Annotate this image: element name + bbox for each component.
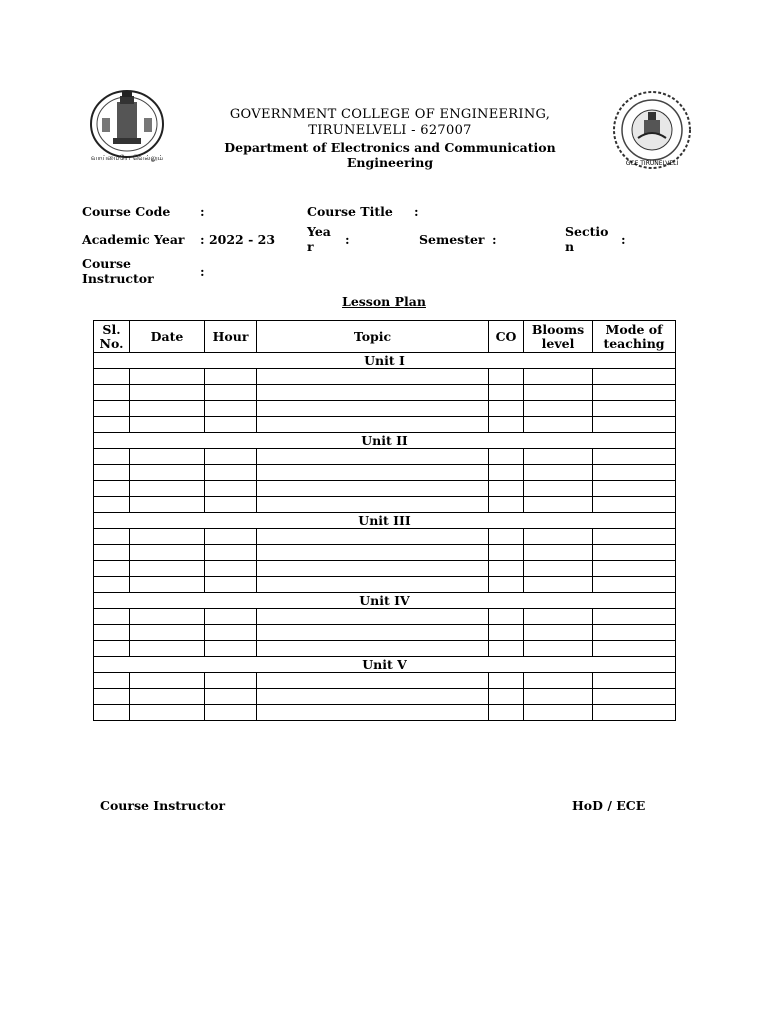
table-cell[interactable] [257, 609, 489, 625]
table-cell[interactable] [524, 641, 593, 657]
section-label [565, 224, 608, 254]
table-cell[interactable] [593, 481, 676, 497]
table-cell[interactable] [94, 689, 130, 705]
table-cell[interactable] [130, 577, 205, 593]
table-cell[interactable] [94, 465, 130, 481]
unit-label: Unit IV [94, 593, 676, 609]
table-cell[interactable] [257, 385, 489, 401]
table-cell[interactable] [130, 625, 205, 641]
table-cell[interactable] [205, 561, 257, 577]
semester-colon: : [492, 232, 497, 247]
table-cell[interactable] [205, 497, 257, 513]
table-cell[interactable] [593, 465, 676, 481]
table-cell[interactable] [257, 545, 489, 561]
table-cell[interactable] [257, 705, 489, 721]
unit-header-row [94, 657, 676, 673]
table-cell[interactable] [130, 401, 205, 417]
unit-label: Unit I [94, 353, 676, 369]
department-name: Department of Electronics and Communication Engineering [224, 140, 556, 170]
table-cell[interactable] [489, 481, 524, 497]
table-cell[interactable] [94, 401, 130, 417]
col-header-sl-no: Sl. No. [94, 321, 130, 353]
table-row [94, 417, 676, 433]
table-cell[interactable] [130, 385, 205, 401]
table-cell[interactable] [593, 561, 676, 577]
table-cell[interactable] [130, 641, 205, 657]
table-cell[interactable] [257, 401, 489, 417]
table-cell[interactable] [257, 529, 489, 545]
college-name: GOVERNMENT COLLEGE OF ENGINEERING, [229, 107, 551, 122]
table-cell[interactable] [593, 577, 676, 593]
table-row [94, 609, 676, 625]
table-cell[interactable] [257, 673, 489, 689]
table-cell[interactable] [524, 609, 593, 625]
table-cell[interactable] [524, 417, 593, 433]
table-cell[interactable] [489, 545, 524, 561]
table-cell[interactable] [524, 705, 593, 721]
table-cell[interactable] [257, 561, 489, 577]
college-address: TIRUNELVELI - 627007 [308, 123, 472, 138]
table-cell[interactable] [205, 529, 257, 545]
table-header-row [94, 321, 676, 353]
table-row [94, 673, 676, 689]
unit-label: Unit V [94, 657, 676, 673]
table-cell[interactable] [205, 449, 257, 465]
table-cell[interactable] [489, 369, 524, 385]
table-cell[interactable] [524, 625, 593, 641]
table-cell[interactable] [94, 625, 130, 641]
table-cell[interactable] [205, 641, 257, 657]
table-cell[interactable] [489, 673, 524, 689]
table-cell[interactable] [205, 385, 257, 401]
table-row [94, 545, 676, 561]
col-header-date: Date [130, 321, 205, 353]
table-cell[interactable] [524, 545, 593, 561]
section-colon: : [621, 232, 626, 247]
table-cell[interactable] [524, 689, 593, 705]
table-row [94, 481, 676, 497]
course-instructor-label [82, 256, 154, 286]
table-cell[interactable] [524, 385, 593, 401]
lesson-plan-table [93, 320, 676, 721]
table-cell[interactable] [489, 625, 524, 641]
unit-header-row [94, 593, 676, 609]
year-label [307, 224, 331, 254]
table-cell[interactable] [593, 529, 676, 545]
table-cell[interactable] [205, 673, 257, 689]
table-cell[interactable] [489, 449, 524, 465]
table-cell[interactable] [489, 609, 524, 625]
table-cell[interactable] [257, 577, 489, 593]
table-row [94, 497, 676, 513]
course-instructor-line1: Course [82, 256, 131, 271]
table-cell[interactable] [205, 689, 257, 705]
course-instructor-colon: : [200, 264, 205, 279]
col-header-blooms: Blooms level [524, 321, 593, 353]
section-label-line1: Sectio [565, 224, 609, 239]
table-cell[interactable] [130, 369, 205, 385]
table-row [94, 401, 676, 417]
table-cell[interactable] [524, 401, 593, 417]
col-header-topic: Topic [257, 321, 489, 353]
table-cell[interactable] [489, 465, 524, 481]
table-cell[interactable] [593, 625, 676, 641]
table-cell[interactable] [94, 561, 130, 577]
unit-label: Unit III [94, 513, 676, 529]
table-cell[interactable] [130, 481, 205, 497]
table-cell[interactable] [524, 449, 593, 465]
table-cell[interactable] [593, 385, 676, 401]
table-cell[interactable] [257, 417, 489, 433]
table-cell[interactable] [257, 481, 489, 497]
table-cell[interactable] [593, 369, 676, 385]
table-cell[interactable] [489, 705, 524, 721]
table-cell[interactable] [489, 401, 524, 417]
table-cell[interactable] [489, 385, 524, 401]
table-cell[interactable] [205, 577, 257, 593]
table-cell[interactable] [205, 705, 257, 721]
course-title-colon: : [414, 204, 419, 219]
year-label-line1: Yea [307, 224, 331, 239]
academic-year-value: : 2022 - 23 [200, 232, 276, 247]
table-cell[interactable] [593, 705, 676, 721]
table-cell[interactable] [205, 625, 257, 641]
table-row [94, 449, 676, 465]
academic-year-label: Academic Year [82, 232, 185, 247]
table-row [94, 529, 676, 545]
table-row [94, 577, 676, 593]
col-header-hour: Hour [205, 321, 257, 353]
table-cell[interactable] [593, 673, 676, 689]
unit-header-row [94, 513, 676, 529]
table-cell[interactable] [489, 577, 524, 593]
unit-label: Unit II [94, 433, 676, 449]
table-cell[interactable] [205, 401, 257, 417]
table-cell[interactable] [94, 529, 130, 545]
table-cell[interactable] [524, 369, 593, 385]
table-cell[interactable] [524, 577, 593, 593]
col-header-co: CO [489, 321, 524, 353]
table-cell[interactable] [524, 561, 593, 577]
table-cell[interactable] [94, 417, 130, 433]
table-cell[interactable] [94, 497, 130, 513]
table-cell[interactable] [257, 369, 489, 385]
course-instructor-signature: Course Instructor [100, 798, 226, 813]
table-cell[interactable] [257, 625, 489, 641]
course-instructor-line2: Instructor [82, 271, 154, 286]
table-cell[interactable] [593, 641, 676, 657]
table-cell[interactable] [257, 641, 489, 657]
table-cell[interactable] [94, 449, 130, 465]
table-cell[interactable] [593, 401, 676, 417]
table-cell[interactable] [94, 369, 130, 385]
table-cell[interactable] [524, 481, 593, 497]
table-cell[interactable] [130, 689, 205, 705]
table-cell[interactable] [524, 465, 593, 481]
table-cell[interactable] [593, 545, 676, 561]
table-cell[interactable] [205, 481, 257, 497]
table-cell[interactable] [593, 497, 676, 513]
table-cell[interactable] [489, 417, 524, 433]
table-cell[interactable] [593, 449, 676, 465]
table-cell[interactable] [94, 673, 130, 689]
unit-header-row [94, 353, 676, 369]
table-cell[interactable] [489, 497, 524, 513]
table-row [94, 625, 676, 641]
left-emblem-caption: வாய்மையே வெல்லும் [90, 154, 164, 162]
year-colon: : [345, 232, 350, 247]
table-row [94, 369, 676, 385]
table-cell[interactable] [130, 529, 205, 545]
col-header-mode: Mode of teaching [593, 321, 676, 353]
table-cell[interactable] [94, 705, 130, 721]
table-cell[interactable] [94, 609, 130, 625]
table-cell[interactable] [257, 689, 489, 705]
table-cell[interactable] [130, 417, 205, 433]
hod-signature: HoD / ECE [572, 798, 646, 813]
table-cell[interactable] [257, 465, 489, 481]
table-row [94, 465, 676, 481]
right-logo-caption: GCE TIRUNELVELI [625, 160, 679, 167]
table-cell[interactable] [94, 577, 130, 593]
table-cell[interactable] [130, 705, 205, 721]
table-cell[interactable] [524, 673, 593, 689]
table-cell[interactable] [130, 449, 205, 465]
table-cell[interactable] [489, 689, 524, 705]
table-cell[interactable] [94, 545, 130, 561]
table-cell[interactable] [130, 609, 205, 625]
table-cell[interactable] [130, 465, 205, 481]
table-cell[interactable] [205, 465, 257, 481]
table-cell[interactable] [593, 609, 676, 625]
table-cell[interactable] [489, 529, 524, 545]
section-label-line2: n [565, 239, 575, 254]
lesson-plan-title: Lesson Plan [342, 294, 426, 309]
table-row [94, 689, 676, 705]
table-row [94, 641, 676, 657]
table-cell[interactable] [489, 561, 524, 577]
table-cell[interactable] [205, 369, 257, 385]
table-cell[interactable] [205, 609, 257, 625]
course-code-label: Course Code [82, 204, 171, 219]
table-cell[interactable] [94, 481, 130, 497]
table-cell[interactable] [593, 417, 676, 433]
table-row [94, 705, 676, 721]
table-cell[interactable] [524, 497, 593, 513]
table-cell[interactable] [257, 449, 489, 465]
table-cell[interactable] [489, 641, 524, 657]
course-code-colon: : [200, 204, 205, 219]
year-label-line2: r [307, 239, 314, 254]
table-cell[interactable] [130, 545, 205, 561]
table-cell[interactable] [130, 561, 205, 577]
table-row [94, 561, 676, 577]
semester-label: Semester [419, 232, 485, 247]
unit-header-row [94, 433, 676, 449]
table-cell[interactable] [130, 497, 205, 513]
table-row [94, 385, 676, 401]
table-cell[interactable] [257, 497, 489, 513]
table-cell[interactable] [130, 673, 205, 689]
table-cell[interactable] [94, 641, 130, 657]
lesson-plan-body [94, 353, 676, 721]
table-cell[interactable] [205, 417, 257, 433]
table-cell[interactable] [94, 385, 130, 401]
table-cell[interactable] [524, 529, 593, 545]
table-cell[interactable] [205, 545, 257, 561]
course-title-label: Course Title [307, 204, 393, 219]
table-cell[interactable] [593, 689, 676, 705]
